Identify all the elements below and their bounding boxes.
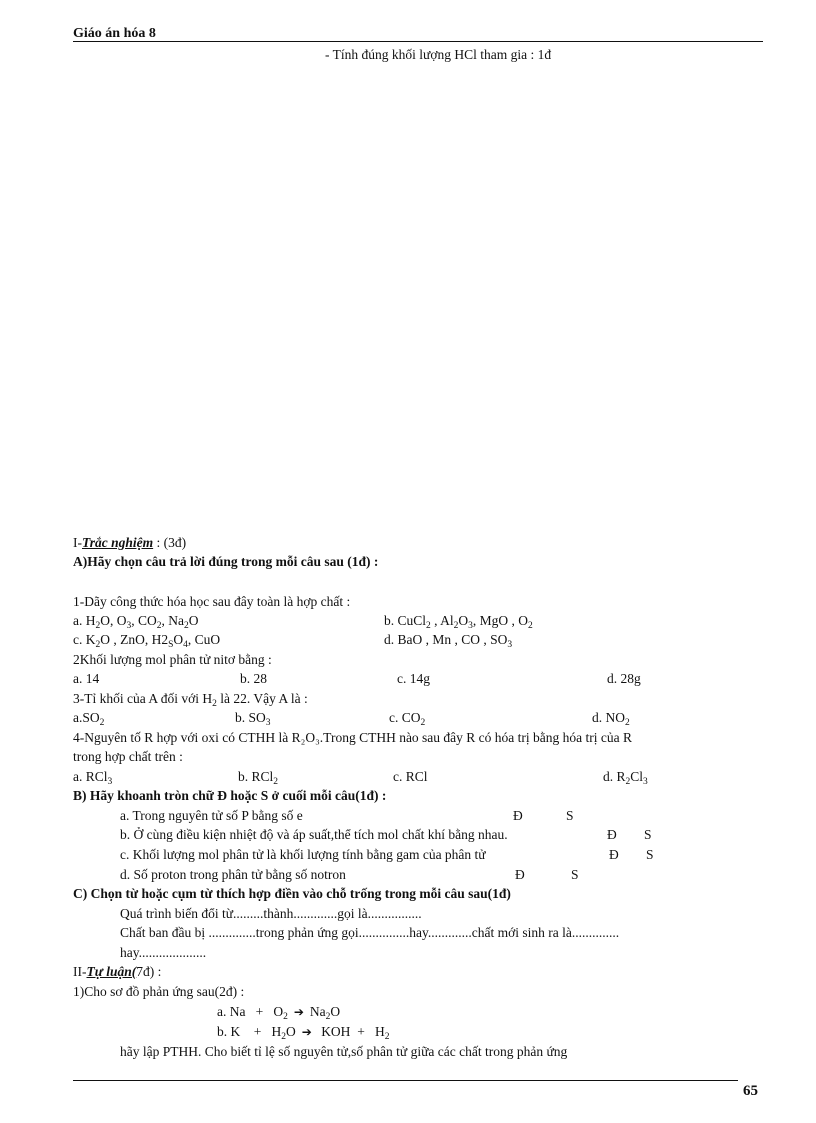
q2-option-c: c. 14g: [397, 671, 430, 686]
q3-option-a: $a.SO_2$: [73, 710, 105, 728]
header-rule: [73, 41, 763, 42]
q4-stem-line2: trong hợp chất trên :: [73, 749, 183, 764]
q1-option-a: a. $H_2O$, $O_3$, $CO_2$, $Na_2O$: [73, 613, 199, 631]
q2-option-b: b. 28: [240, 671, 267, 686]
q3-option-c: c. $CO_2$: [389, 710, 426, 728]
q1-option-b: b. CuCl$_2$ , $Al_2O_3$, MgO , $O_2$: [384, 613, 533, 631]
partC-line3: hay....................: [120, 945, 207, 960]
partB-item-a: a. Trong nguyên tử số P bằng số e: [120, 808, 303, 823]
partC-line1: Quá trình biến đổi từ.........thành.............gọi là................: [120, 906, 422, 921]
q4-option-d: d. $R_2Cl_3$: [603, 769, 648, 787]
equation-b: b. K + $H_2O$ ➔ KOH + $H_2$: [217, 1024, 390, 1042]
partC-heading: C) Chọn từ hoặc cụm từ thích hợp điền vào chỗ trống trong mỗi câu sau(1đ): [73, 886, 511, 901]
partB-heading: B) Hãy khoanh tròn chữ Đ hoặc S ở cuối mỗi câu(1đ) :: [73, 788, 387, 803]
q2-option-a: a. 14: [73, 671, 100, 686]
q1-option-c: c. $K_2O$ , ZnO, $H2_SO_4$, CuO: [73, 632, 221, 650]
q1-option-d: d. BaO , Mn , CO , $SO_3$: [384, 632, 513, 650]
section2-q1: 1)Cho sơ đồ phản ứng sau(2đ) :: [73, 984, 245, 999]
partB-item-c: c. Khối lượng mol phân tử là khối lượng tính bằng gam của phân tử: [120, 847, 486, 862]
q1-stem: 1-Dãy công thức hóa học sau đây toàn là hợp chất :: [73, 594, 351, 609]
partB-item-b: b. Ở cùng điều kiện nhiệt độ và áp suất,thể tích mol chất khí bằng nhau.: [120, 827, 508, 842]
top-line: - Tính đúng khối lượng HCl tham gia : 1đ: [325, 47, 552, 62]
section1-heading: I-Trắc nghiệm : (3đ): [73, 535, 187, 550]
partB-item-b-s[interactable]: S: [644, 827, 652, 842]
partB-item-a-s[interactable]: S: [566, 808, 574, 823]
arrow-right-icon: ➔: [301, 1025, 312, 1039]
footer-rule: [73, 1080, 738, 1081]
arrow-right-icon: ➔: [293, 1005, 304, 1019]
q4-option-a: a. RCl$_3$: [73, 769, 113, 787]
q3-stem: 3-Tỉ khối của A đối với $H_2$ là 22. Vậy A là :: [73, 691, 308, 709]
q2-option-d: d. 28g: [607, 671, 641, 686]
partA-heading: A)Hãy chọn câu trả lời đúng trong mỗi câu sau (1đ) :: [73, 554, 379, 569]
page-number: 65: [743, 1083, 758, 1099]
q4-option-b: b. RCl$_2$: [238, 769, 279, 787]
q4-option-c: c. RCl: [393, 769, 428, 784]
q2-stem: 2Khối lượng mol phân tử nitơ bằng :: [73, 652, 272, 667]
partB-item-c-s[interactable]: S: [646, 847, 654, 862]
q3-option-d: d. $NO_2$: [592, 710, 630, 728]
partB-item-d-d[interactable]: Đ: [515, 867, 525, 882]
q4-stem-line1: 4-Nguyên tố R hợp với oxi có CTHH là R₂O₃.Trong CTHH nào sau đây R có hóa trị bằng hóa trị của R: [73, 730, 632, 745]
instruction: hãy lập PTHH. Cho biết tỉ lệ số nguyên tử,số phân tử giữa các chất trong phản ứng: [120, 1044, 568, 1059]
equation-a: a. Na + $O_2$ ➔ $Na_2O$: [217, 1004, 341, 1022]
partB-item-b-d[interactable]: Đ: [607, 827, 617, 842]
partB-item-c-d[interactable]: Đ: [609, 847, 619, 862]
partB-item-d-s[interactable]: S: [571, 867, 579, 882]
partB-item-d: d. Số proton trong phân tử bằng số notron: [120, 867, 346, 882]
header-title: Giáo án hóa 8: [73, 26, 156, 41]
partC-line2: Chất ban đầu bị ..............trong phản ứng gọi...............hay.............chất mới sinh ra là..............: [120, 925, 620, 940]
q3-option-b: b. $SO_3$: [235, 710, 271, 728]
section2-heading: II-Tự luận(7đ) :: [73, 964, 162, 979]
partB-item-a-d[interactable]: Đ: [513, 808, 523, 823]
